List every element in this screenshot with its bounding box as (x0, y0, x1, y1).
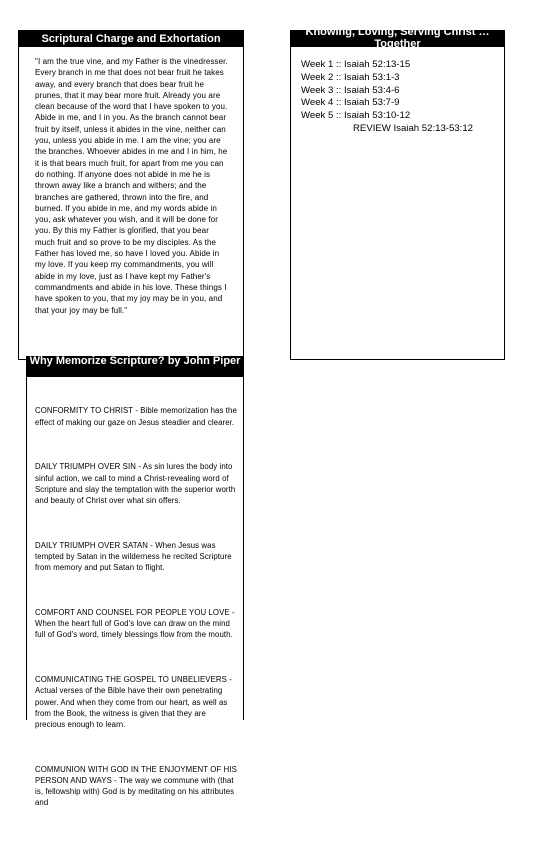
week-list (291, 47, 504, 136)
list-item: COMFORT AND COUNSEL FOR PEOPLE YOU LOVE - When the heart full of God's love can draw on the mind full of God's word, timely blessings flow from the mouth. (35, 608, 237, 640)
list-item: DAILY TRIUMPH OVER SATAN - When Jesus was tempted by Satan in the wilderness he recited Scripture from memory and put Satan to flight. (35, 540, 234, 573)
why-memorize-title: Why Memorize Scripture? by John Piper (29, 355, 241, 367)
memory-schedule-panel (290, 26, 505, 360)
memory-schedule-header (291, 26, 504, 50)
list-item: COMMUNION WITH GOD IN THE ENJOYMENT OF HIS PERSON AND WAYS - The way we commune with (that is, fellowship with) God is by meditating on his attributes and (35, 764, 240, 808)
memory-schedule-title: Knowing, Loving, Serving Christ … Together (305, 26, 490, 50)
scriptural-charge-title: Scriptural Charge and Exhortation (19, 31, 243, 47)
week-item: Week 3 :: Isaiah 53:4-6 (301, 84, 400, 96)
list-item: DAILY TRIUMPH OVER SIN - As sin lures the body into sinful action, we call to mind a Christ-revealing word of Scripture and slay the temptation with the superior worth and beauty of Christ over what sin offers. (35, 462, 238, 506)
why-memorize-header (27, 357, 243, 377)
week-item: Week 5 :: Isaiah 53:10-12 (301, 110, 411, 122)
week-item: Week 2 :: Isaiah 53:1-3 (301, 71, 400, 83)
list-item: COMMUNICATING THE GOSPEL TO UNBELIEVERS - Actual verses of the Bible have their own penetrating power. And when they come from our heart, as well as from the Book, the witness is given that they are precious enough to learn. (35, 675, 234, 730)
review-item: REVIEW Isaiah 52:13-53:12 (353, 122, 473, 134)
week-item: Week 1 :: Isaiah 52:13-15 (301, 59, 411, 70)
why-memorize-panel (26, 355, 244, 808)
scriptural-charge-panel (18, 30, 244, 360)
why-memorize-list (27, 377, 243, 842)
list-item: CONFORMITY TO CHRIST - Bible memorization has the effect of making our gaze on Jesus steadier and clearer. (35, 406, 240, 427)
scriptural-charge-text: "I am the true vine, and my Father is the vinedresser. Every branch in me that does not bear fruit he takes away, and every branch that does bear fruit he prunes, that it may bear more fruit. Already you are clean because of the word that I have spoken to you. Abide in me, and I in you. As the branch cannot bear fruit by itself, unless it abides in the vine, neither can you, unless you abide in me. I am the vine; you are the branches. Whoever abides in me and I in him, he it is that bears much fruit, for apart from me you can do nothing. If anyone does not abide in me he is thrown away like a branch and withers; and the branches are gathered, thrown into the fire, and burned. If you abide in me, and my words abide in you, ask whatever you wish, and it will be done for you. By this my Father is glorified, that you bear much fruit and so prove to be my disciples. As the Father has loved me, so have I loved you. Abide in my love. If you keep my commandments, you will abide in my love, just as I have kept my Father's commandments and abide in his love. These things I have spoken to you, that my joy may be in you, and that your joy may be full." (35, 57, 231, 315)
week-item: Week 4 :: Isaiah 53:7-9 (301, 97, 400, 109)
